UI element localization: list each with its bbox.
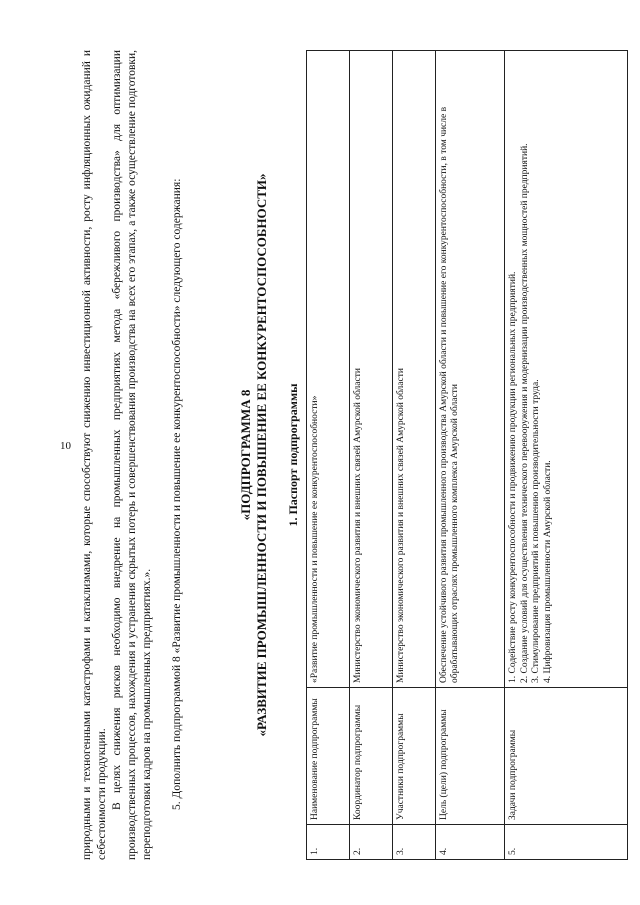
paragraph-continuation: природными и техногенными катастрофами и катаклизмами, которые способствуют снижению инвестиционной активности, росту инфляционных ожиданий и себестоимости продукции. xyxy=(81,50,108,860)
value-line: 2. Создание условий для осуществления технического перевооружения и модернизации производственных мощностей предприятий. xyxy=(519,143,530,683)
subprogram-heading: «ПОДПРОГРАММА 8 xyxy=(238,389,253,521)
row-number: 3. xyxy=(392,825,435,860)
paragraph-amendment: 5. Дополнить подпрограммой 8 «Развитие промышленности и повышение ее конкурентоспособности» следующего содержания: xyxy=(171,178,183,810)
row-name: Наименование подпрограммы xyxy=(307,688,350,825)
row-value xyxy=(392,51,435,688)
value-line: Обеспечение устойчивого развития промышленного производства Амурской области и повышение его конкурентоспособности, в том числе в обрабатывающих отраслях промышленного комплекса Амурской области xyxy=(438,106,461,683)
row-value xyxy=(435,51,505,688)
passport-table xyxy=(306,50,628,860)
table-row xyxy=(505,51,628,860)
row-name: Цель (цели) подпрограммы xyxy=(435,688,505,825)
value-line: Министерство экономического развития и внешних связей Амурской области xyxy=(352,368,363,683)
subprogram-title: «РАЗВИТИЕ ПРОМЫШЛЕННОСТИ И ПОВЫШЕНИЕ ЕЕ КОНКУРЕНТОСПОСОБНОСТИ» xyxy=(254,173,269,737)
paragraph-risks: В целях снижения рисков необходимо внедрение на промышленных предприятиях метода «бережливого производства» для оптимизации производственных процессов, нахождения и устранения скрытых потерь и совершенствования производства на всех его этапах, а также осуществление подготовки, переподготовки кадров на промышленных предприятиях.». xyxy=(111,50,153,860)
row-name: Участники подпрограммы xyxy=(392,688,435,825)
table-row xyxy=(349,51,392,860)
value-line: 1. Содействие росту конкурентоспособности и продвижению продукции региональных предприятий. xyxy=(508,271,519,683)
row-number: 5. xyxy=(505,825,628,860)
row-name: Задачи подпрограммы xyxy=(505,688,628,825)
row-name: Координатор подпрограммы xyxy=(349,688,392,825)
page-number: 10 xyxy=(60,440,71,452)
table-row xyxy=(392,51,435,860)
passport-heading: 1. Паспорт подпрограммы xyxy=(286,383,300,527)
value-line: «Развитие промышленности и повышение ее конкурентоспособности» xyxy=(310,395,320,683)
row-value xyxy=(307,51,350,688)
row-number: 2. xyxy=(349,825,392,860)
table-row xyxy=(307,51,350,860)
value-line: 3. Стимулирование предприятий к повышению производительности труда. xyxy=(531,379,542,683)
row-value xyxy=(505,51,628,688)
row-number: 1. xyxy=(307,825,350,860)
table-row xyxy=(435,51,505,860)
value-line: Министерство экономического развития и внешних связей Амурской области xyxy=(395,368,406,683)
rotated-page-content xyxy=(80,50,640,860)
value-line: 4. Цифровизация промышленности Амурской области. xyxy=(542,460,553,683)
row-number: 4. xyxy=(435,825,505,860)
row-value xyxy=(349,51,392,688)
